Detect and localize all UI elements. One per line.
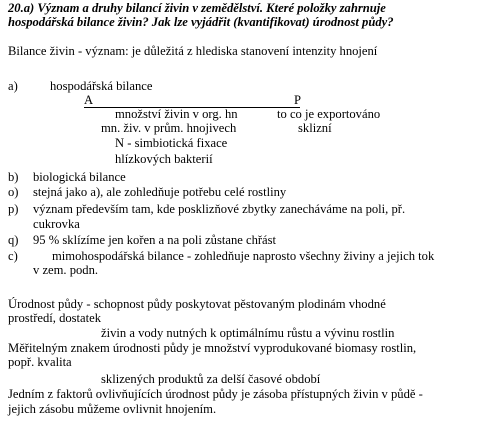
fertility-p2-line3: sklizených produktů za delší časové období [101, 372, 321, 386]
item-a-row1-left: množství živin v org. hn [115, 107, 238, 121]
item-a-row3: N - simbiotická fixace [115, 136, 228, 150]
item-a-label-right: P [294, 93, 302, 107]
item-p-text-2: cukrovka [33, 217, 80, 231]
item-a-label: hospodářská bilance [50, 79, 153, 93]
item-q-text: 95 % sklízíme jen kořen a na poli zůstane chřást [33, 233, 277, 247]
fertility-p2-line2: popř. kvalita [8, 355, 72, 369]
fertility-p2-line1: Měřitelným znakem úrodnosti půdy je množství vyprodukované biomasy rostlin, [8, 341, 417, 355]
item-a-row2-left: mn. živ. v prům. hnojivech [101, 121, 237, 135]
fertility-p1-line3: živin a vody nutných k optimálnímu růstu a vývinu rostlin [101, 326, 395, 340]
fertility-p3-line1: Jedním z faktorů ovlivňujících úrodnost půdy je zásoba přístupných živin v půdě - [8, 387, 423, 401]
intro-text: Bilance živin - význam: je důležitá z hlediska stanovení intenzity hnojení [8, 44, 378, 58]
item-b-text: biologická bilance [33, 170, 126, 184]
item-p-text-1: význam především tam, kde posklizňové zbytky zanecháváme na poli, př. [33, 202, 406, 216]
item-b-marker: b) [8, 170, 19, 184]
item-a-row2-right: sklizní [298, 121, 332, 135]
item-c-text-1: mimohospodářská bilance - zohledňuje naprosto všechny živiny a jejich tok [52, 249, 435, 263]
fertility-p1-line2: prostředí, dostatek [8, 311, 102, 325]
item-o-marker: o) [8, 185, 19, 199]
fertility-p3-line2: jejich zásobu můžeme ovlivnit hnojením. [8, 402, 217, 416]
item-q-marker: q) [8, 233, 19, 247]
item-c-text-2: v zem. podn. [33, 263, 99, 277]
item-p-marker: p) [8, 202, 19, 216]
fertility-p1-line1: Úrodnost půdy - schopnost půdy poskytovat pěstovaným plodinám vhodné [8, 297, 386, 311]
item-o-text: stejná jako a), ale zohledňuje potřebu celé rostliny [33, 185, 287, 199]
item-a-marker: a) [8, 79, 18, 93]
question-line-2: hospodářská bilance živin? Jak lze vyjádřit (kvantifikovat) úrodnost půdy? [8, 15, 394, 29]
item-a-row1-right: to co je exportováno [277, 107, 381, 121]
item-a-row4: hlízkových bakterií [115, 152, 213, 166]
question-line-1: 20.a) Význam a druhy bilancí živin v zemědělství. Které položky zahrnuje [8, 1, 386, 15]
item-c-marker: c) [8, 249, 18, 263]
item-a-label-left: A [84, 93, 94, 107]
